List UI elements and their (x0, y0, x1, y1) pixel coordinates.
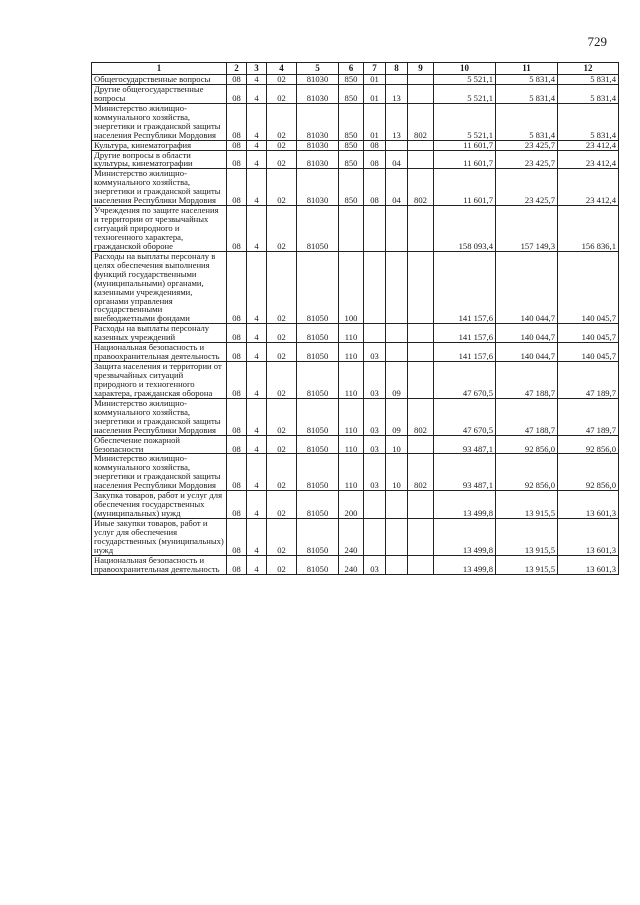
column-header: 7 (364, 63, 386, 75)
code-cell: 81050 (297, 362, 339, 399)
code-cell (364, 491, 386, 519)
code-cell: 08 (227, 150, 247, 169)
row-name-cell: Другие вопросы в области культуры, кинематографии (92, 150, 227, 169)
code-cell: 01 (364, 103, 386, 140)
code-cell: 110 (339, 362, 364, 399)
column-header: 4 (267, 63, 297, 75)
amount-cell: 13 499,8 (434, 555, 496, 574)
code-cell: 04 (386, 169, 408, 206)
amount-cell: 140 044,7 (496, 343, 558, 362)
column-header: 3 (247, 63, 267, 75)
code-cell (386, 140, 408, 150)
amount-cell: 140 045,7 (558, 343, 619, 362)
code-cell: 110 (339, 324, 364, 343)
code-cell (386, 519, 408, 556)
amount-cell: 13 601,3 (558, 519, 619, 556)
code-cell (386, 491, 408, 519)
column-header: 9 (408, 63, 434, 75)
code-cell: 09 (386, 362, 408, 399)
code-cell: 81050 (297, 251, 339, 324)
code-cell: 02 (267, 140, 297, 150)
row-name-cell: Министерство жилищно-коммунального хозяйства, энергетики и гражданской защиты населения Республики Мордовия (92, 398, 227, 435)
page-number: 729 (587, 34, 607, 49)
amount-cell: 5 521,1 (434, 103, 496, 140)
code-cell: 850 (339, 169, 364, 206)
code-cell: 08 (227, 324, 247, 343)
code-cell: 81030 (297, 103, 339, 140)
amount-cell: 13 601,3 (558, 555, 619, 574)
code-cell: 4 (247, 555, 267, 574)
table-row (92, 555, 619, 574)
amount-cell: 47 670,5 (434, 398, 496, 435)
table-row (92, 103, 619, 140)
code-cell: 03 (364, 454, 386, 491)
amount-cell: 47 188,7 (496, 398, 558, 435)
code-cell: 02 (267, 362, 297, 399)
code-cell: 02 (267, 251, 297, 324)
amount-cell: 13 499,8 (434, 519, 496, 556)
code-cell: 4 (247, 251, 267, 324)
table-row (92, 454, 619, 491)
amount-cell: 93 487,1 (434, 435, 496, 454)
amount-cell: 92 856,0 (558, 454, 619, 491)
table-row (92, 362, 619, 399)
code-cell: 08 (227, 75, 247, 85)
code-cell: 850 (339, 84, 364, 103)
header-row (92, 63, 619, 75)
code-cell: 100 (339, 251, 364, 324)
amount-cell: 23 412,4 (558, 169, 619, 206)
code-cell: 81030 (297, 75, 339, 85)
code-cell (408, 519, 434, 556)
row-name-cell: Закупка товаров, работ и услуг для обеспечения государственных (муниципальных) нужд (92, 491, 227, 519)
code-cell: 4 (247, 343, 267, 362)
amount-cell: 5 521,1 (434, 75, 496, 85)
code-cell: 08 (364, 169, 386, 206)
code-cell: 81050 (297, 324, 339, 343)
code-cell (408, 343, 434, 362)
code-cell: 4 (247, 362, 267, 399)
code-cell: 802 (408, 169, 434, 206)
table-body (92, 75, 619, 575)
amount-cell: 13 915,5 (496, 555, 558, 574)
amount-cell: 141 157,6 (434, 324, 496, 343)
amount-cell: 23 412,4 (558, 150, 619, 169)
code-cell (364, 324, 386, 343)
row-name-cell: Министерство жилищно-коммунального хозяйства, энергетики и гражданской защиты населения Республики Мордовия (92, 454, 227, 491)
code-cell (408, 84, 434, 103)
amount-cell: 5 831,4 (558, 103, 619, 140)
code-cell (364, 519, 386, 556)
code-cell: 08 (227, 84, 247, 103)
row-name-cell: Иные закупки товаров, работ и услуг для обеспечения государственных (муниципальных) нужд (92, 519, 227, 556)
code-cell: 03 (364, 343, 386, 362)
amount-cell: 92 856,0 (496, 454, 558, 491)
code-cell: 04 (386, 150, 408, 169)
code-cell: 240 (339, 555, 364, 574)
code-cell: 08 (227, 169, 247, 206)
amount-cell: 11 601,7 (434, 169, 496, 206)
code-cell: 08 (364, 140, 386, 150)
amount-cell: 23 412,4 (558, 140, 619, 150)
amount-cell: 47 189,7 (558, 362, 619, 399)
code-cell: 08 (227, 435, 247, 454)
amount-cell: 92 856,0 (496, 435, 558, 454)
code-cell (408, 324, 434, 343)
row-name-cell: Министерство жилищно-коммунального хозяйства, энергетики и гражданской защиты населения Республики Мордовия (92, 103, 227, 140)
code-cell (408, 140, 434, 150)
code-cell (386, 206, 408, 252)
code-cell: 850 (339, 140, 364, 150)
code-cell (408, 435, 434, 454)
code-cell: 02 (267, 206, 297, 252)
code-cell (408, 150, 434, 169)
code-cell: 03 (364, 435, 386, 454)
row-name-cell: Расходы на выплаты персоналу казенных учреждений (92, 324, 227, 343)
row-name-cell: Культура, кинематография (92, 140, 227, 150)
amount-cell: 11 601,7 (434, 150, 496, 169)
code-cell: 4 (247, 75, 267, 85)
row-name-cell: Национальная безопасность и правоохранительная деятельность (92, 555, 227, 574)
amount-cell: 47 670,5 (434, 362, 496, 399)
code-cell: 850 (339, 75, 364, 85)
table-row (92, 140, 619, 150)
code-cell (408, 362, 434, 399)
amount-cell: 13 915,5 (496, 519, 558, 556)
code-cell: 4 (247, 519, 267, 556)
code-cell (386, 324, 408, 343)
table-row (92, 251, 619, 324)
table-row (92, 169, 619, 206)
column-header: 12 (558, 63, 619, 75)
code-cell: 10 (386, 454, 408, 491)
amount-cell: 140 045,7 (558, 251, 619, 324)
amount-cell: 47 188,7 (496, 362, 558, 399)
amount-cell: 141 157,6 (434, 343, 496, 362)
amount-cell: 5 831,4 (496, 103, 558, 140)
code-cell: 02 (267, 169, 297, 206)
code-cell: 850 (339, 103, 364, 140)
code-cell: 4 (247, 169, 267, 206)
code-cell: 4 (247, 454, 267, 491)
code-cell: 802 (408, 454, 434, 491)
code-cell: 4 (247, 140, 267, 150)
code-cell: 08 (227, 343, 247, 362)
code-cell: 110 (339, 398, 364, 435)
code-cell: 08 (227, 362, 247, 399)
code-cell: 03 (364, 555, 386, 574)
budget-table (91, 62, 619, 575)
code-cell: 08 (227, 206, 247, 252)
table-row (92, 75, 619, 85)
code-cell: 4 (247, 435, 267, 454)
code-cell: 01 (364, 84, 386, 103)
code-cell (408, 251, 434, 324)
code-cell: 02 (267, 343, 297, 362)
row-name-cell: Учреждения по защите населения и территории от чрезвычайных ситуаций природного и техногенного характера, гражданской обороне (92, 206, 227, 252)
code-cell: 02 (267, 103, 297, 140)
code-cell: 4 (247, 206, 267, 252)
amount-cell: 158 093,4 (434, 206, 496, 252)
column-header: 8 (386, 63, 408, 75)
code-cell: 4 (247, 398, 267, 435)
code-cell: 08 (227, 103, 247, 140)
code-cell: 02 (267, 491, 297, 519)
code-cell: 08 (227, 398, 247, 435)
code-cell: 03 (364, 398, 386, 435)
code-cell: 09 (386, 398, 408, 435)
code-cell: 81030 (297, 169, 339, 206)
code-cell: 08 (227, 555, 247, 574)
code-cell: 81050 (297, 343, 339, 362)
amount-cell: 92 856,0 (558, 435, 619, 454)
code-cell: 02 (267, 150, 297, 169)
code-cell: 802 (408, 398, 434, 435)
code-cell: 110 (339, 435, 364, 454)
code-cell: 81050 (297, 398, 339, 435)
amount-cell: 5 831,4 (496, 75, 558, 85)
code-cell (364, 206, 386, 252)
code-cell: 02 (267, 519, 297, 556)
amount-cell: 140 044,7 (496, 324, 558, 343)
row-name-cell: Расходы на выплаты персоналу в целях обеспечения выполнения функций государственными (муниципальными) органами, казенными учреждениями, органами управления государственными внебюджетными фондами (92, 251, 227, 324)
column-header: 11 (496, 63, 558, 75)
row-name-cell: Обеспечение пожарной безопасности (92, 435, 227, 454)
code-cell: 03 (364, 362, 386, 399)
code-cell: 81050 (297, 206, 339, 252)
code-cell (386, 75, 408, 85)
amount-cell: 13 915,5 (496, 491, 558, 519)
row-name-cell: Другие общегосударственные вопросы (92, 84, 227, 103)
code-cell: 110 (339, 343, 364, 362)
code-cell: 81030 (297, 84, 339, 103)
code-cell: 110 (339, 454, 364, 491)
table-row (92, 206, 619, 252)
code-cell: 02 (267, 435, 297, 454)
code-cell: 02 (267, 75, 297, 85)
code-cell: 4 (247, 150, 267, 169)
row-name-cell: Общегосударственные вопросы (92, 75, 227, 85)
amount-cell: 13 601,3 (558, 491, 619, 519)
code-cell: 01 (364, 75, 386, 85)
column-header: 10 (434, 63, 496, 75)
code-cell: 08 (227, 491, 247, 519)
code-cell (408, 555, 434, 574)
code-cell (408, 206, 434, 252)
code-cell: 08 (227, 454, 247, 491)
code-cell (386, 343, 408, 362)
code-cell: 81050 (297, 519, 339, 556)
code-cell: 81050 (297, 435, 339, 454)
code-cell: 850 (339, 150, 364, 169)
amount-cell: 5 831,4 (558, 84, 619, 103)
amount-cell: 93 487,1 (434, 454, 496, 491)
amount-cell: 5 831,4 (558, 75, 619, 85)
amount-cell: 5 831,4 (496, 84, 558, 103)
code-cell: 08 (227, 251, 247, 324)
amount-cell: 140 045,7 (558, 324, 619, 343)
code-cell: 4 (247, 324, 267, 343)
amount-cell: 23 425,7 (496, 169, 558, 206)
amount-cell: 47 189,7 (558, 398, 619, 435)
code-cell: 200 (339, 491, 364, 519)
code-cell: 08 (227, 140, 247, 150)
table-row (92, 84, 619, 103)
amount-cell: 23 425,7 (496, 140, 558, 150)
column-header: 6 (339, 63, 364, 75)
table-row (92, 491, 619, 519)
row-name-cell: Защита населения и территории от чрезвычайных ситуаций природного и техногенного характера, гражданская оборона (92, 362, 227, 399)
code-cell: 02 (267, 454, 297, 491)
column-header: 2 (227, 63, 247, 75)
table-row (92, 398, 619, 435)
amount-cell: 140 044,7 (496, 251, 558, 324)
table-row (92, 435, 619, 454)
code-cell: 81050 (297, 491, 339, 519)
code-cell (339, 206, 364, 252)
amount-cell: 13 499,8 (434, 491, 496, 519)
row-name-cell: Национальная безопасность и правоохранительная деятельность (92, 343, 227, 362)
code-cell (408, 75, 434, 85)
column-header: 5 (297, 63, 339, 75)
amount-cell: 157 149,3 (496, 206, 558, 252)
code-cell: 4 (247, 84, 267, 103)
code-cell: 13 (386, 84, 408, 103)
code-cell: 81030 (297, 150, 339, 169)
code-cell: 08 (364, 150, 386, 169)
code-cell: 802 (408, 103, 434, 140)
code-cell: 02 (267, 324, 297, 343)
table-row (92, 343, 619, 362)
table-row (92, 519, 619, 556)
amount-cell: 5 521,1 (434, 84, 496, 103)
table-row (92, 324, 619, 343)
code-cell: 4 (247, 103, 267, 140)
row-name-cell: Министерство жилищно-коммунального хозяйства, энергетики и гражданской защиты населения Республики Мордовия (92, 169, 227, 206)
code-cell: 240 (339, 519, 364, 556)
code-cell (386, 555, 408, 574)
code-cell (408, 491, 434, 519)
table-row (92, 150, 619, 169)
amount-cell: 141 157,6 (434, 251, 496, 324)
code-cell: 4 (247, 491, 267, 519)
code-cell: 81030 (297, 140, 339, 150)
code-cell: 81050 (297, 454, 339, 491)
code-cell: 13 (386, 103, 408, 140)
code-cell: 10 (386, 435, 408, 454)
code-cell: 02 (267, 398, 297, 435)
code-cell: 08 (227, 519, 247, 556)
amount-cell: 23 425,7 (496, 150, 558, 169)
code-cell: 02 (267, 555, 297, 574)
amount-cell: 156 836,1 (558, 206, 619, 252)
code-cell (364, 251, 386, 324)
code-cell (386, 251, 408, 324)
code-cell: 02 (267, 84, 297, 103)
column-header: 1 (92, 63, 227, 75)
amount-cell: 11 601,7 (434, 140, 496, 150)
code-cell: 81050 (297, 555, 339, 574)
